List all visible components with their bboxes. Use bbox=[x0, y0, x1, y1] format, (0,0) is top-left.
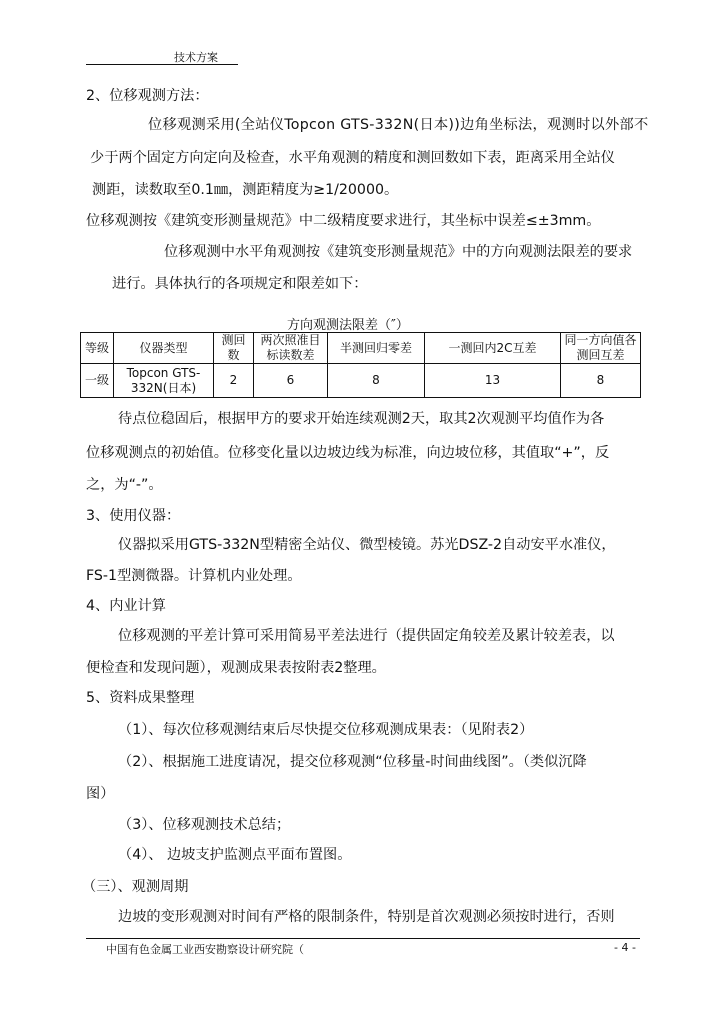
table-header-row bbox=[81, 333, 641, 364]
footer-page-number: - 4 - bbox=[614, 941, 636, 954]
section2-para1-line2: 少于两个固定方向定向及检查，水平角观测的精度和测回数如下表，距离采用全站仪 bbox=[90, 150, 615, 166]
section3-heading: 3、使用仪器： bbox=[86, 508, 181, 524]
section2-para2: 位移观测按《建筑变形测量规范》中二级精度要求进行，其坐标中误差≤±3mm。 bbox=[86, 213, 601, 229]
header-cell-half-set-closure: 半测回归零差 bbox=[328, 333, 425, 364]
section2-para3-line2: 进行。具体执行的各项规定和限差如下： bbox=[112, 276, 368, 292]
cell-2c-diff: 13 bbox=[425, 364, 561, 398]
period-line1: 边坡的变形观测对时间有严格的限制条件，特别是首次观测必须按时进行，否则 bbox=[118, 909, 615, 925]
table-row bbox=[81, 364, 641, 398]
tolerance-table bbox=[80, 332, 641, 398]
section2-para1-line1: 位移观测采用(全站仪Topcon GTS-332N(日本))边角坐标法，观测时以外部不 bbox=[148, 117, 649, 133]
section2-para1-line3: 测距，读数取至0.1㎜，测距精度为≥1/20000。 bbox=[92, 182, 399, 198]
header-cell-2c-diff: 一测回内2C互差 bbox=[425, 333, 561, 364]
section2-para3-line1: 位移观测中水平角观测按《建筑变形测量规范》中的方向观测法限差的要求 bbox=[164, 244, 633, 260]
section3-line1: 仪器拟采用GTS-332N型精密全站仪、微型棱镜。苏光DSZ-2自动安平水准仪， bbox=[118, 537, 616, 553]
header-title: 技术方案 bbox=[174, 51, 218, 64]
header-cell-grade: 等级 bbox=[81, 333, 114, 364]
header-cell-sighting-diff: 两次照准目标读数差 bbox=[254, 333, 328, 364]
section5-item2: （2）、根据施工进度请况，提交位移观测“位移量-时间曲线图”。（类似沉降 bbox=[118, 754, 587, 770]
section3-line2: FS-1型测微器。计算机内业处理。 bbox=[86, 568, 302, 584]
cell-grade: 一级 bbox=[81, 364, 114, 398]
cell-instrument: Topcon GTS-332N(日本) bbox=[114, 364, 214, 398]
section4-line2: 便检查和发现问题），观测成果表按附表2整理。 bbox=[86, 660, 386, 676]
section5-item4: （4）、 边坡支护监测点平面布置图。 bbox=[118, 847, 352, 863]
table-caption: 方向观测法限差（″） bbox=[287, 318, 409, 333]
cell-half-set-closure: 8 bbox=[328, 364, 425, 398]
period-heading: （三）、观测周期 bbox=[82, 879, 189, 895]
cell-sets: 2 bbox=[214, 364, 254, 398]
section2-heading: 2、位移观测方法： bbox=[86, 88, 209, 104]
header-cell-direction-diff: 同一方向值各测回互差 bbox=[561, 333, 641, 364]
para4-line2: 位移观测点的初始值。位移变化量以边坡边线为标准，向边坡位移，其值取“+”，反 bbox=[86, 445, 610, 461]
header-cell-sets: 测回数 bbox=[214, 333, 254, 364]
section4-heading: 4、内业计算 bbox=[86, 598, 166, 614]
footer-rule bbox=[86, 938, 640, 939]
para4-line3: 之，为“-”。 bbox=[86, 477, 163, 493]
section5-item2-cont: 图） bbox=[86, 786, 115, 802]
section5-item1: （1）、每次位移观测结束后尽快提交位移观测成果表：（见附表2） bbox=[118, 722, 534, 738]
cell-sighting-diff: 6 bbox=[254, 364, 328, 398]
para4-line1: 待点位稳固后，根据甲方的要求开始连续观测2天，取其2次观测平均值作为各 bbox=[118, 411, 605, 427]
section5-item3: （3）、位移观测技术总结； bbox=[118, 817, 291, 833]
footer-organization: 中国有色金属工业西安勘察设计研究院（ bbox=[106, 943, 304, 956]
section5-heading: 5、资料成果整理 bbox=[86, 690, 195, 706]
header-rule bbox=[86, 64, 238, 65]
section4-line1: 位移观测的平差计算可采用简易平差法进行（提供固定角较差及累计较差表，以 bbox=[118, 628, 615, 644]
cell-direction-diff: 8 bbox=[561, 364, 641, 398]
header-cell-instrument: 仪器类型 bbox=[114, 333, 214, 364]
